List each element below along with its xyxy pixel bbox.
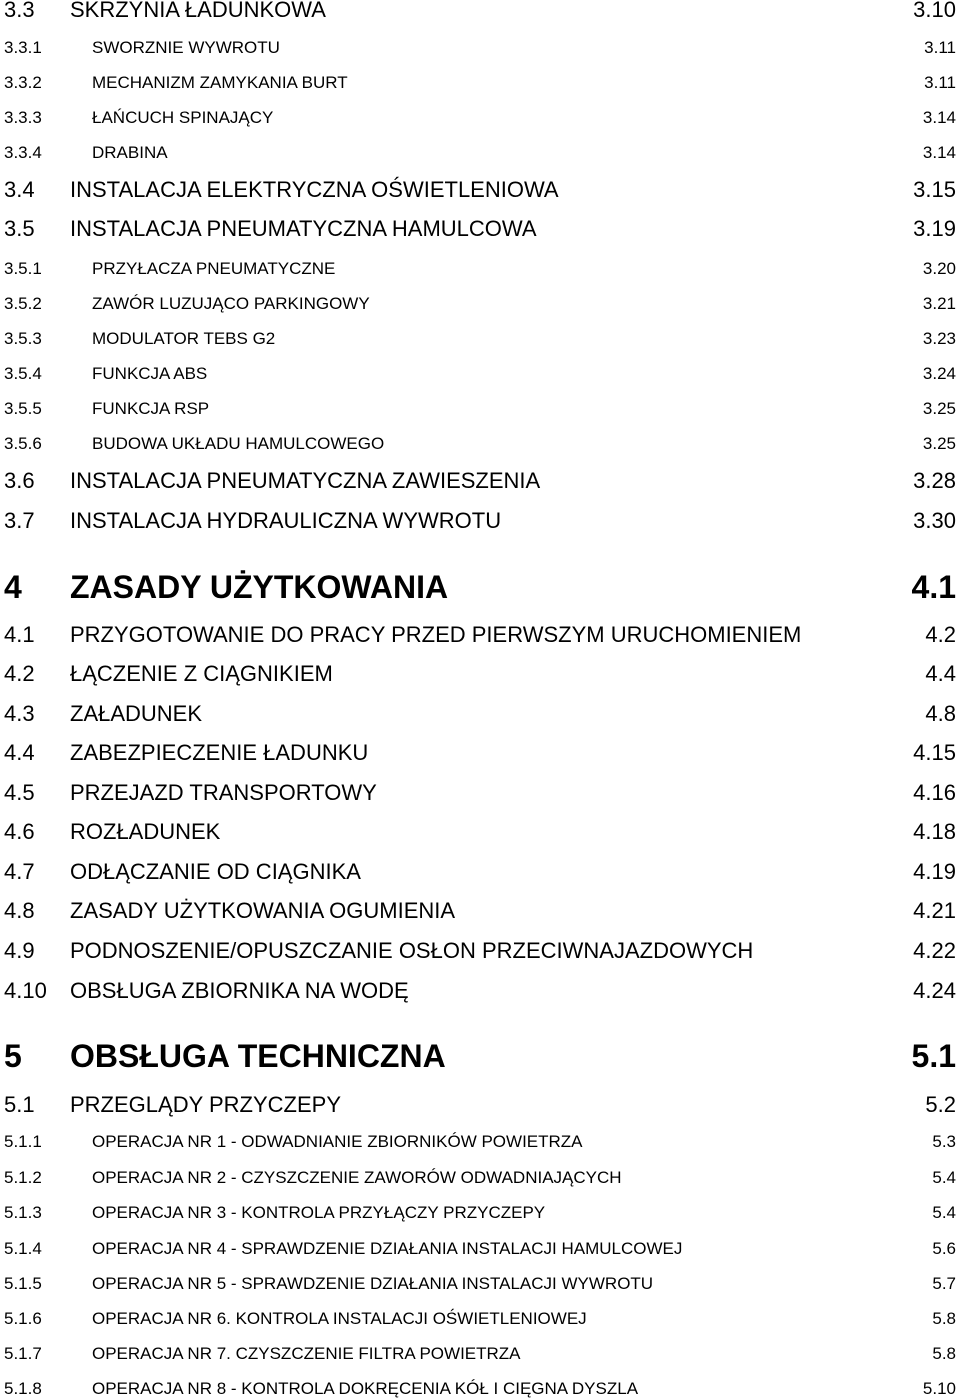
toc-entry-page: 4.4 [925,661,956,686]
toc-entry-title: OPERACJA NR 3 - KONTROLA PRZYŁĄCZY PRZYCZEPY [92,1203,546,1222]
toc-entry-title: PRZYŁACZA PNEUMATYCZNE [92,259,336,278]
toc-entry-title: OBSŁUGA TECHNICZNA [70,1038,446,1074]
toc-entry-title: ŁAŃCUCH SPINAJĄCY [92,108,274,127]
toc-entry-number: 5.1.8 [4,1379,42,1398]
toc-entry-page: 5.8 [932,1344,956,1363]
toc-entry-page: 5.6 [932,1239,956,1258]
toc-entry-page: 3.23 [922,329,956,348]
toc-entry-title: OPERACJA NR 1 - ODWADNIANIE ZBIORNIKÓW POWIETRZA [92,1132,583,1151]
toc-entry-number: 4.4 [4,740,35,765]
toc-entry-title: INSTALACJA PNEUMATYCZNA ZAWIESZENIA [70,468,541,493]
toc-entry-title: OPERACJA NR 6. KONTROLA INSTALACJI OŚWIETLENIOWEJ [92,1309,587,1328]
toc-entry-page: 3.25 [922,399,956,418]
toc-entry[interactable] [0,108,960,128]
toc-entry-number: 5.1.4 [4,1239,42,1258]
toc-entry-number: 4.10 [4,978,47,1003]
toc-entry-page: 3.20 [922,259,956,278]
toc-entry-page: 4.15 [913,740,956,765]
toc-entry[interactable] [0,819,960,844]
toc-entry-title: PODNOSZENIE/OPUSZCZANIE OSŁON PRZECIWNAJAZDOWYCH [70,938,754,963]
toc-entry-title: OBSŁUGA ZBIORNIKA NA WODĘ [70,978,409,1003]
toc-entry-title: OPERACJA NR 8 - KONTROLA DOKRĘCENIA KÓŁ I CIĘGNA DYSZLA [92,1379,639,1398]
toc-entry-title: ZABEZPIECZENIE ŁADUNKU [70,740,369,765]
toc-entry[interactable] [0,216,960,241]
toc-entry[interactable] [0,329,960,349]
toc-entry-page: 5.3 [932,1132,956,1151]
toc-entry-number: 3.5 [4,216,35,241]
toc-entry-number: 3.6 [4,468,35,493]
toc-entry-title: FUNKCJA ABS [92,364,208,383]
toc-entry[interactable] [0,399,960,419]
toc-entry-title: ZASADY UŻYTKOWANIA OGUMIENIA [70,898,456,923]
toc-entry[interactable] [0,294,960,314]
toc-entry-page: 3.11 [924,38,956,57]
toc-entry-title: SKRZYNIA ŁADUNKOWA [70,0,326,22]
toc-entry-number: 5.1.2 [4,1168,42,1187]
toc-entry-number: 3.5.1 [4,259,42,278]
toc-entry-page: 3.30 [913,508,956,533]
toc-entry[interactable] [0,1168,960,1188]
toc-entry-number: 5.1.7 [4,1344,42,1363]
toc-entry-page: 3.19 [913,216,956,241]
toc-entry-page: 4.16 [913,780,956,805]
toc-entry-number: 3.3.2 [4,73,42,92]
toc-entry[interactable] [0,1344,960,1364]
toc-entry-title: INSTALACJA HYDRAULICZNA WYWROTU [70,508,502,533]
toc-entry-page: 4.21 [913,898,956,923]
toc-entry-title: PRZYGOTOWANIE DO PRACY PRZED PIERWSZYM URUCHOMIENIEM [70,622,802,647]
toc-entry[interactable] [0,1274,960,1294]
toc-entry[interactable] [0,1203,960,1223]
toc-entry-page: 4.24 [913,978,956,1003]
toc-entry-number: 4.8 [4,898,35,923]
toc-entry[interactable] [0,898,960,923]
toc-entry[interactable] [0,434,960,454]
toc-entry-title: BUDOWA UKŁADU HAMULCOWEGO [92,434,385,453]
toc-entry[interactable] [0,780,960,805]
toc-entry-number: 5.1.6 [4,1309,42,1328]
toc-entry[interactable] [0,73,960,93]
toc-entry-page: 3.24 [922,364,956,383]
toc-entry-number: 5.1.5 [4,1274,42,1293]
toc-entry-number: 3.5.4 [4,364,42,383]
toc-entry-number: 3.3.3 [4,108,42,127]
toc-entry[interactable] [0,661,960,686]
toc-entry-page: 4.18 [913,819,956,844]
toc-entry-number: 3.3 [4,0,35,22]
toc-entry-number: 4.7 [4,859,35,884]
toc-entry[interactable] [0,468,960,493]
toc-entry-title: PRZEJAZD TRANSPORTOWY [70,780,377,805]
toc-entry-title: FUNKCJA RSP [92,399,210,418]
toc-entry[interactable] [0,143,960,163]
toc-entry-page: 4.19 [913,859,956,884]
toc-entry-title: OPERACJA NR 5 - SPRAWDZENIE DZIAŁANIA INSTALACJI WYWROTU [92,1274,654,1293]
toc-entry-number: 4.6 [4,819,35,844]
toc-entry-title: INSTALACJA ELEKTRYCZNA OŚWIETLENIOWA [70,177,559,202]
toc-entry-number: 4.1 [4,622,35,647]
toc-entry[interactable] [0,38,960,58]
toc-entry-title: ROZŁADUNEK [70,819,221,844]
toc-entry-number: 3.5.6 [4,434,42,453]
toc-entry-page: 4.22 [913,938,956,963]
toc-entry-number: 5.1.1 [4,1132,42,1151]
toc-entry-number: 3.3.1 [4,38,42,57]
toc-entry-page: 5.8 [932,1309,956,1328]
toc-entry-number: 3.7 [4,508,35,533]
toc-entry[interactable] [0,1309,960,1329]
toc-entry[interactable] [0,1038,960,1075]
toc-entry[interactable] [0,569,960,606]
toc-entry-title: SWORZNIE WYWROTU [92,38,280,57]
toc-entry[interactable] [0,0,960,22]
toc-entry-title: ZAŁADUNEK [70,701,203,726]
toc-entry-page: 5.4 [932,1168,956,1187]
toc-entry[interactable] [0,1132,960,1152]
toc-entry-page: 5.2 [925,1092,956,1117]
toc-entry[interactable] [0,938,960,963]
toc-entry-number: 3.4 [4,177,35,202]
toc-entry-page: 5.7 [932,1274,956,1293]
toc-entry-page: 3.25 [922,434,956,453]
toc-entry-number: 4 [4,569,22,605]
toc-entry-title: OPERACJA NR 7. CZYSZCZENIE FILTRA POWIETRZA [92,1344,521,1363]
toc-entry[interactable] [0,364,960,384]
toc-entry-number: 4.5 [4,780,35,805]
toc-entry-page: 5.4 [932,1203,956,1222]
toc-entry-number: 3.5.3 [4,329,42,348]
toc-entry[interactable] [0,859,960,884]
toc-entry-number: 3.5.5 [4,399,42,418]
toc-entry-number: 5 [4,1038,22,1074]
toc-entry-page: 3.14 [922,108,956,127]
toc-entry-title: MECHANIZM ZAMYKANIA BURT [92,73,348,92]
toc-entry[interactable] [0,978,960,1003]
toc-entry-number: 4.2 [4,661,35,686]
toc-entry[interactable] [0,259,960,279]
toc-entry[interactable] [0,622,960,647]
toc-entry-number: 5.1.3 [4,1203,42,1222]
toc-entry-title: MODULATOR TEBS G2 [92,329,276,348]
toc-entry-number: 3.5.2 [4,294,42,313]
toc-entry-number: 4.3 [4,701,35,726]
toc-entry-number: 5.1 [4,1092,35,1117]
toc-entry-page: 3.21 [922,294,956,313]
toc-entry-page: 3.28 [913,468,956,493]
toc-entry-page: 4.1 [911,569,956,605]
toc-entry-title: INSTALACJA PNEUMATYCZNA HAMULCOWA [70,216,537,241]
toc-entry-title: ODŁĄCZANIE OD CIĄGNIKA [70,859,361,884]
toc-entry[interactable] [0,1092,960,1117]
toc-entry-title: DRABINA [92,143,168,162]
toc-entry-title: ŁĄCZENIE Z CIĄGNIKIEM [70,661,333,686]
toc-entry-number: 4.9 [4,938,35,963]
toc-entry-page: 3.15 [913,177,956,202]
toc-entry-title: ZASADY UŻYTKOWANIA [70,569,449,605]
toc-entry-page: 3.11 [924,73,956,92]
toc-entry-number: 3.3.4 [4,143,42,162]
toc-entry-page: 3.14 [922,143,956,162]
toc-entry-title: OPERACJA NR 4 - SPRAWDZENIE DZIAŁANIA INSTALACJI HAMULCOWEJ [92,1239,683,1258]
toc-entry-title: PRZEGLĄDY PRZYCZEPY [70,1092,341,1117]
toc-entry-page: 4.2 [925,622,956,647]
toc-entry[interactable] [0,508,960,533]
toc-entry-title: OPERACJA NR 2 - CZYSZCZENIE ZAWORÓW ODWADNIAJĄCYCH [92,1168,622,1187]
toc-entry[interactable] [0,1239,960,1259]
toc-entry-page: 4.8 [925,701,956,726]
toc-entry[interactable] [0,1379,960,1399]
toc-entry-title: ZAWÓR LUZUJĄCO PARKINGOWY [92,294,370,313]
toc-entry[interactable] [0,177,960,202]
toc-entry[interactable] [0,740,960,765]
toc-entry-page: 5.10 [922,1379,956,1398]
toc-entry-page: 3.10 [913,0,956,22]
toc-entry[interactable] [0,701,960,726]
toc-entry-page: 5.1 [911,1038,956,1074]
